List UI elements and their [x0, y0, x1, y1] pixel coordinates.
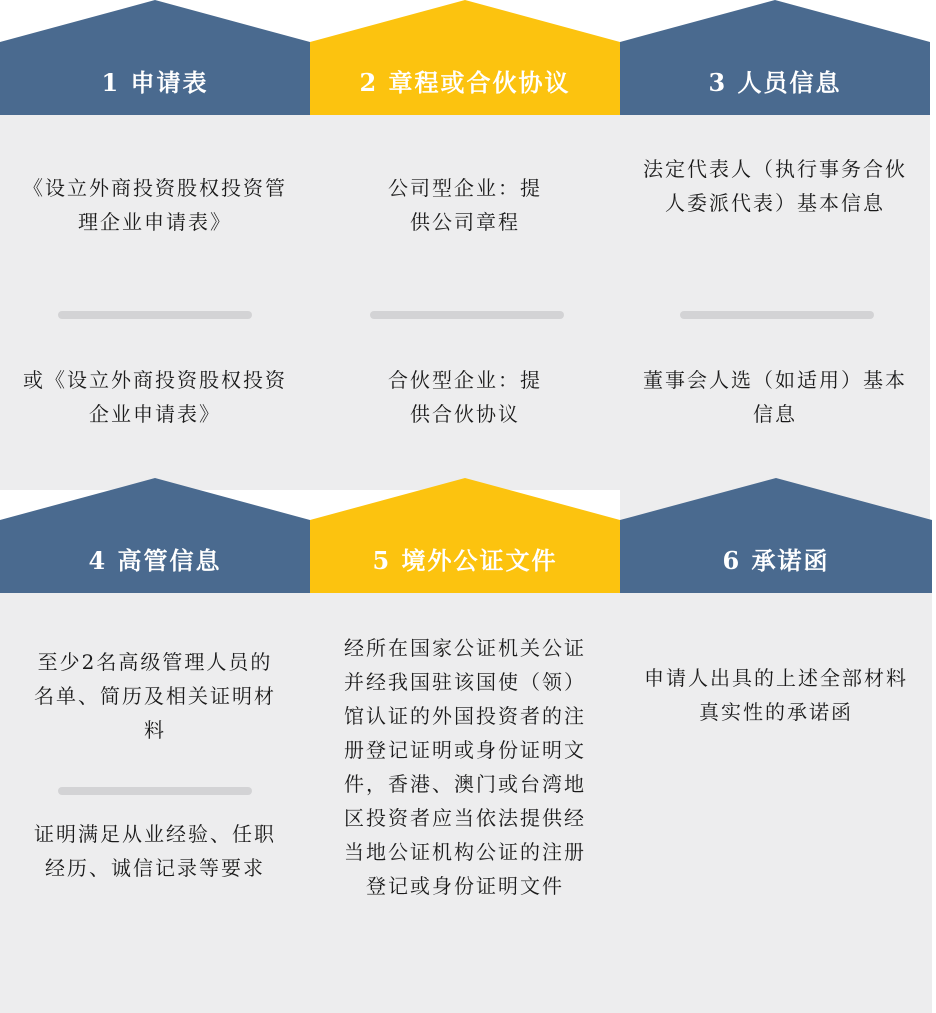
card-title: 6 承诺函 — [722, 545, 830, 575]
card-text-primary: 申请人出具的上述全部材料真实性的承诺函 — [644, 666, 908, 724]
card-body — [0, 115, 310, 490]
card-body — [620, 593, 932, 1013]
card-personnel-info — [620, 0, 930, 550]
card-text-primary: 经所在国家公证机关公证并经我国驻该国使（领）馆认证的外国投资者的注册登记证明或身份证明文件，香港、澳门或台湾地区投资者应当依法提供经当地公证机构公证的注册登记或身份证明文件 — [344, 636, 586, 898]
card-text-secondary: 证明满足从业经验、任职经历、诚信记录等要求 — [34, 822, 276, 880]
divider — [680, 311, 874, 319]
card-title: 4 高管信息 — [88, 545, 222, 575]
card-text-primary: 法定代表人（执行事务合伙人委派代表）基本信息 — [643, 157, 907, 215]
card-text-primary: 至少2名高级管理人员的名单、简历及相关证明材料 — [34, 650, 276, 742]
divider — [58, 787, 252, 795]
card-title: 3 人员信息 — [708, 67, 842, 97]
divider — [58, 311, 252, 319]
divider — [370, 311, 564, 319]
card-title: 1 申请表 — [101, 67, 209, 97]
card-text-secondary: 或《设立外商投资股权投资企业申请表》 — [23, 368, 287, 426]
card-text-primary: 《设立外商投资股权投资管理企业申请表》 — [23, 176, 287, 234]
card-title: 5 境外公证文件 — [372, 545, 558, 575]
card-title: 2 章程或合伙协议 — [359, 67, 571, 97]
card-body — [0, 593, 310, 1013]
card-overseas-notarization — [310, 478, 620, 1013]
card-text-primary: 公司型企业：提供公司章程 — [388, 176, 542, 234]
card-body — [310, 115, 620, 490]
card-commitment-letter — [620, 478, 932, 1013]
card-text-secondary: 董事会人选（如适用）基本信息 — [643, 368, 907, 426]
card-text-secondary: 合伙型企业：提供合伙协议 — [388, 368, 542, 426]
card-application-form — [0, 0, 310, 490]
card-articles-agreement — [310, 0, 620, 490]
card-body — [310, 593, 620, 1013]
card-executive-info — [0, 478, 310, 1013]
